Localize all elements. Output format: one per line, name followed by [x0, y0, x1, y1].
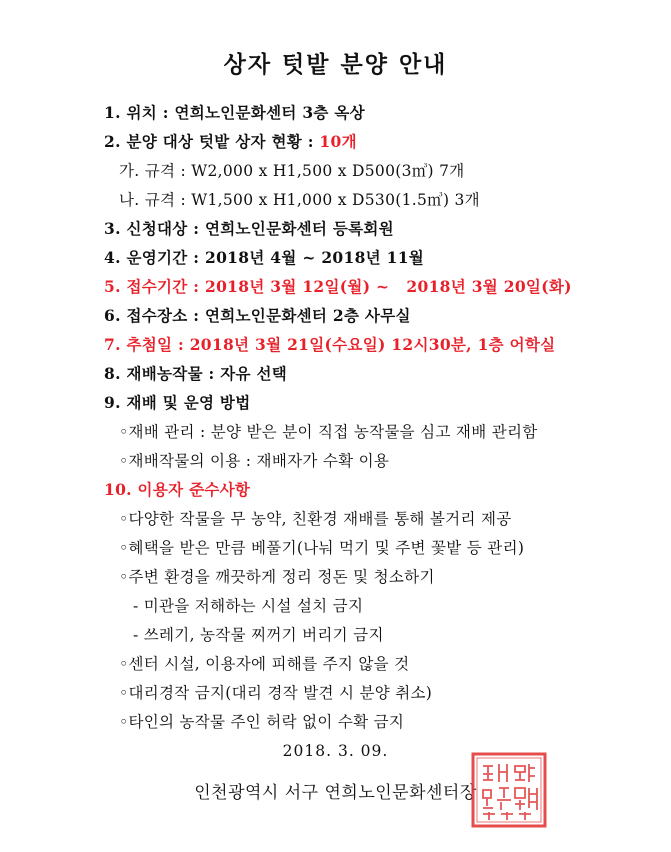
item-box-status	[104, 132, 357, 152]
rule-cleaning: ◦주변 환경을 깨끗하게 정리 정돈 및 청소하기	[119, 568, 435, 586]
document-title: 상자 텃밭 분양 안내	[223, 51, 448, 78]
rule-no-facilities: - 미관을 저해하는 시설 설치 금지	[133, 597, 364, 615]
item-crops: 8. 재배농작물 : 자유 선택	[104, 364, 288, 383]
rule-no-taking: ◦타인의 농작물 주인 허락 없이 수확 금지	[119, 713, 405, 731]
item-spec-a: 가. 규격 : W2,000 x H1,500 x D500(3㎥) 7개	[119, 162, 465, 180]
item-method-management: ◦재배 관리 : 분양 받은 분이 직접 농작물을 심고 재배 관리함	[119, 423, 538, 441]
item-application-place: 6. 접수장소 : 연희노인문화센터 2층 사무실	[104, 306, 411, 325]
item-lottery-date: 7. 추첨일 : 2018년 3월 21일(수요일) 12시30분, 1층 어학실	[104, 335, 556, 354]
official-seal-stamp	[471, 752, 547, 828]
rule-no-harm: ◦센터 시설, 이용자에 피해를 주지 않을 것	[119, 655, 410, 673]
rule-sharing: ◦혜택을 받은 만큼 베풀기(나눠 먹기 및 주변 꽃밭 등 관리)	[119, 539, 525, 557]
rule-organic: ◦다양한 작물을 무 농약, 친환경 재배를 통해 볼거리 제공	[119, 510, 512, 528]
item-location: 1. 위치 : 연희노인문화센터 3층 옥상	[104, 103, 365, 122]
item-box-count: 10개	[319, 132, 357, 151]
item-eligibility: 3. 신청대상 : 연희노인문화센터 등록회원	[104, 219, 394, 238]
rule-no-proxy: ◦대리경작 금지(대리 경작 발견 시 분양 취소)	[119, 684, 433, 702]
item-rules-heading: 10. 이용자 준수사항	[104, 480, 251, 499]
issuer-signature: 인천광역시 서구 연희노인문화센터장	[194, 783, 477, 803]
item-method-usage: ◦재배작물의 이용 : 재배자가 수확 이용	[119, 452, 390, 470]
item-spec-b: 나. 규격 : W1,500 x H1,000 x D530(1.5㎥) 3개	[119, 191, 480, 209]
item-box-status-label: 2. 분양 대상 텃밭 상자 현황 :	[104, 132, 320, 151]
document-date: 2018. 3. 09.	[282, 742, 389, 760]
item-operation-period: 4. 운영기간 : 2018년 4월 ~ 2018년 11월	[104, 248, 425, 267]
item-application-period: 5. 접수기간 : 2018년 3월 12일(월) ~ 2018년 3월 20일(화)	[104, 277, 572, 296]
item-method-heading: 9. 재배 및 운영 방법	[104, 393, 251, 412]
rule-no-litter: - 쓰레기, 농작물 찌꺼기 버리기 금지	[133, 626, 384, 644]
